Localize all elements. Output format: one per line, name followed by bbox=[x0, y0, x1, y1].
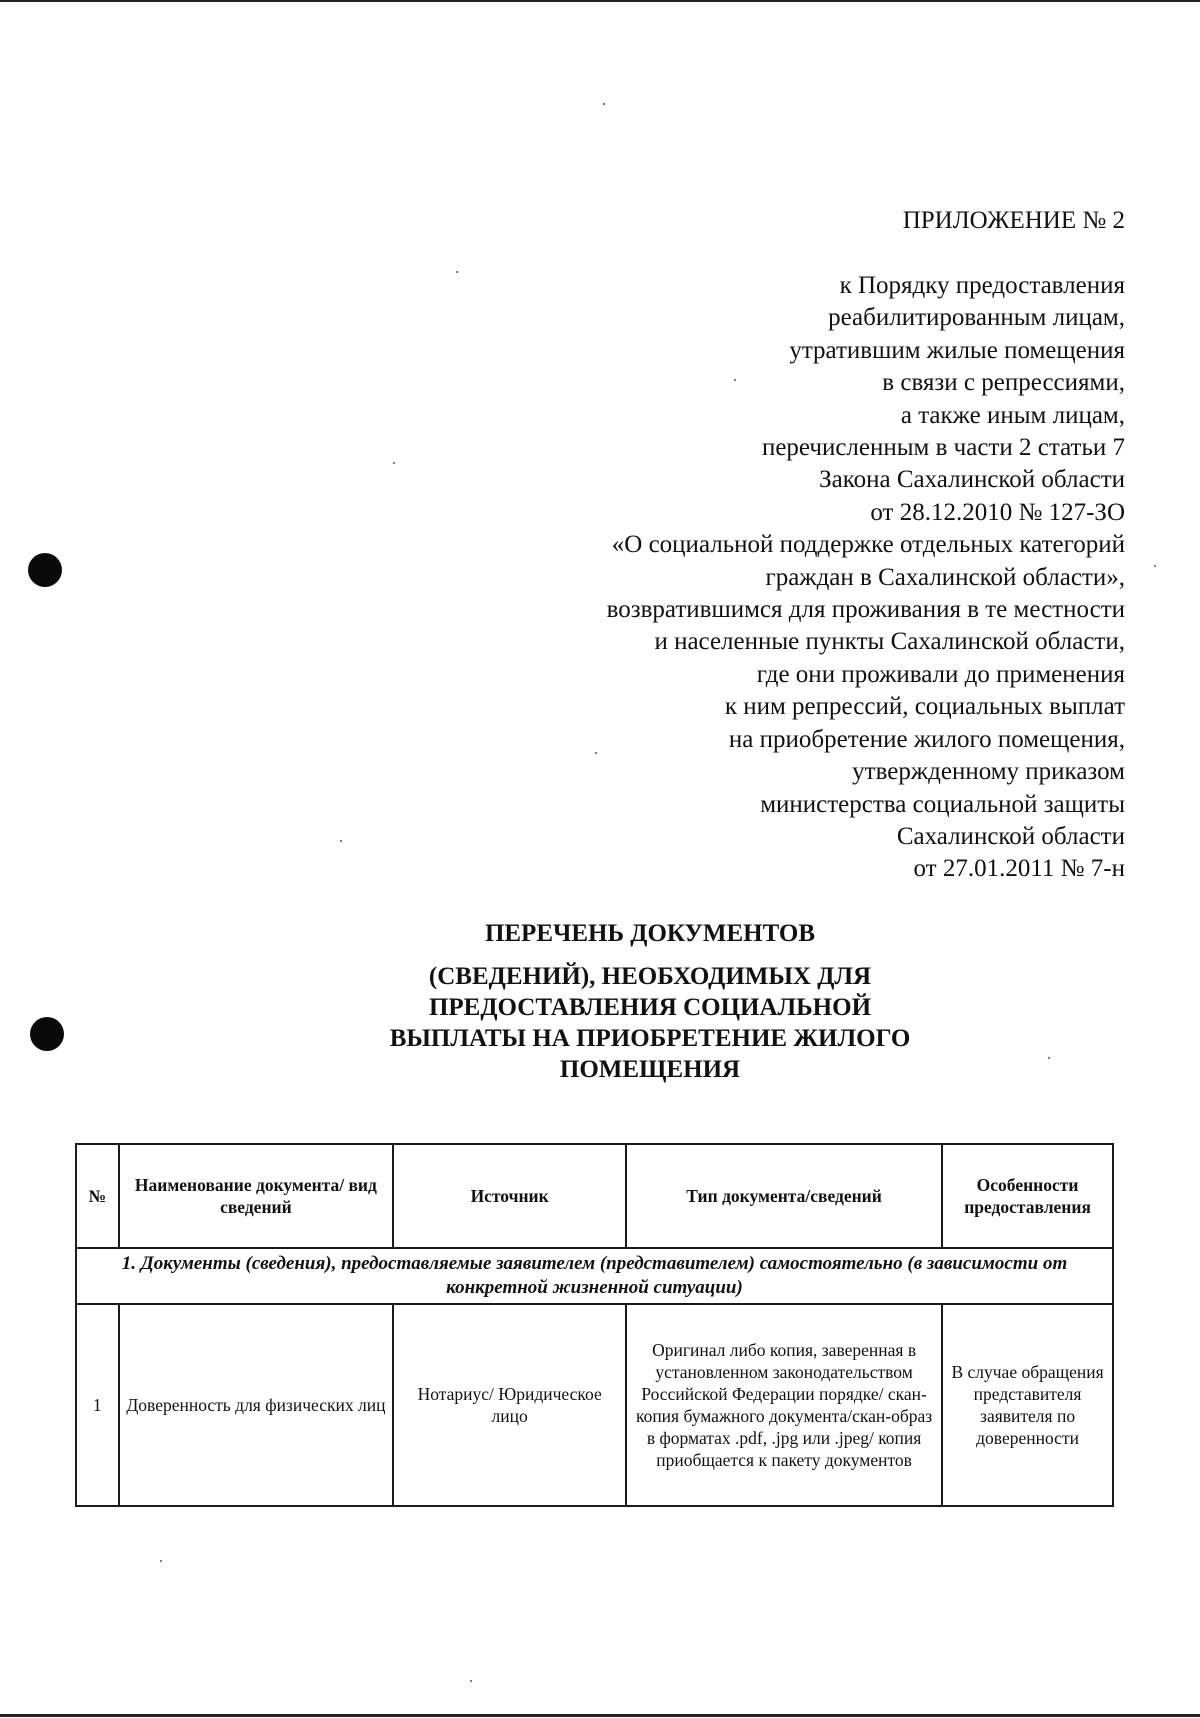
header-notes: Особенности предоставления bbox=[942, 1144, 1113, 1248]
approval-line: где они проживали до применения bbox=[756, 660, 1125, 688]
row-number: 1 bbox=[76, 1304, 119, 1506]
approval-line: министерства социальной защиты bbox=[760, 790, 1125, 818]
approval-line: к ним репрессий, социальных выплат bbox=[724, 693, 1125, 721]
approval-line: к Порядку предоставления bbox=[839, 272, 1125, 299]
approval-line: перечисленным в части 2 статьи 7 bbox=[761, 434, 1125, 462]
header-document-type: Тип документа/сведений bbox=[626, 1144, 942, 1248]
approval-reference bbox=[425, 270, 1125, 886]
approval-line: реабилитированным лицам, bbox=[828, 304, 1125, 332]
header-document-name: Наименование документа/ вид сведений bbox=[119, 1144, 394, 1248]
approval-line: от 27.01.2011 № 7-н bbox=[913, 855, 1125, 883]
approval-line: Закона Сахалинской области bbox=[819, 466, 1125, 494]
scan-speck bbox=[340, 840, 342, 842]
approval-line: в связи с репрессиями, bbox=[882, 369, 1125, 397]
documents-table bbox=[75, 1143, 1114, 1507]
scan-edge-bottom bbox=[0, 1714, 1200, 1717]
approval-line: возвратившимся для проживания в те местности bbox=[606, 596, 1125, 624]
scan-speck bbox=[470, 1680, 472, 1682]
scan-speck bbox=[603, 103, 605, 105]
header-number: № bbox=[76, 1144, 119, 1248]
row-source: Нотариус/ Юридическое лицо bbox=[393, 1304, 626, 1506]
approval-line: от 28.12.2010 № 127-ЗО bbox=[870, 498, 1125, 526]
approval-line: на приобретение жилого помещения, bbox=[728, 725, 1125, 753]
punch-hole bbox=[30, 1017, 64, 1051]
approval-line: и населенные пункты Сахалинской области, bbox=[654, 628, 1125, 656]
header-source: Источник bbox=[393, 1144, 626, 1248]
row-notes: В случае обращения представителя заявителя по доверенности bbox=[942, 1304, 1113, 1506]
heading-line: ПЕРЕЧЕНЬ ДОКУМЕНТОВ bbox=[484, 920, 816, 947]
approval-line: «О социальной поддержке отдельных категорий bbox=[611, 531, 1125, 559]
section-title: 1. Документы (сведения), предоставляемые заявителем (представителем) самостоятельно (в зависимости от конкретной жизненной ситуации) bbox=[76, 1248, 1113, 1304]
table-header-row bbox=[76, 1144, 1113, 1248]
punch-hole bbox=[28, 553, 62, 587]
heading-line: ВЫПЛАТЫ НА ПРИОБРЕТЕНИЕ ЖИЛОГО bbox=[389, 1025, 911, 1052]
heading-line: ПОМЕЩЕНИЯ bbox=[559, 1056, 741, 1083]
row-document-type: Оригинал либо копия, заверенная в установленном законодательством Российской Федерации порядке/ скан-копия бумажного документа/скан-образ в форматах .pdf, .jpg или .jpeg/ копия приобщается к пакету документов bbox=[626, 1304, 942, 1506]
approval-line: а также иным лицам, bbox=[900, 401, 1125, 429]
heading-line: (СВЕДЕНИЙ), НЕОБХОДИМЫХ ДЛЯ bbox=[428, 963, 872, 990]
scan-speck bbox=[393, 462, 395, 464]
row-document-name: Доверенность для физических лиц bbox=[119, 1304, 394, 1506]
heading-line: ПРЕДОСТАВЛЕНИЯ СОЦИАЛЬНОЙ bbox=[428, 994, 872, 1021]
approval-line: Сахалинской области bbox=[896, 822, 1125, 850]
approval-line: граждан в Сахалинской области», bbox=[765, 563, 1125, 591]
document-heading bbox=[300, 918, 1000, 1085]
approval-line: утвержденному приказом bbox=[852, 758, 1125, 786]
appendix-title: ПРИЛОЖЕНИЕ № 2 bbox=[902, 207, 1125, 234]
table-row bbox=[76, 1304, 1113, 1506]
scan-speck bbox=[1154, 565, 1156, 567]
scan-edge-top bbox=[0, 0, 1200, 2]
scan-speck bbox=[160, 1560, 162, 1562]
section-row bbox=[76, 1248, 1113, 1304]
approval-line: утратившим жилые помещения bbox=[789, 336, 1125, 364]
scan-speck bbox=[1048, 1057, 1050, 1059]
